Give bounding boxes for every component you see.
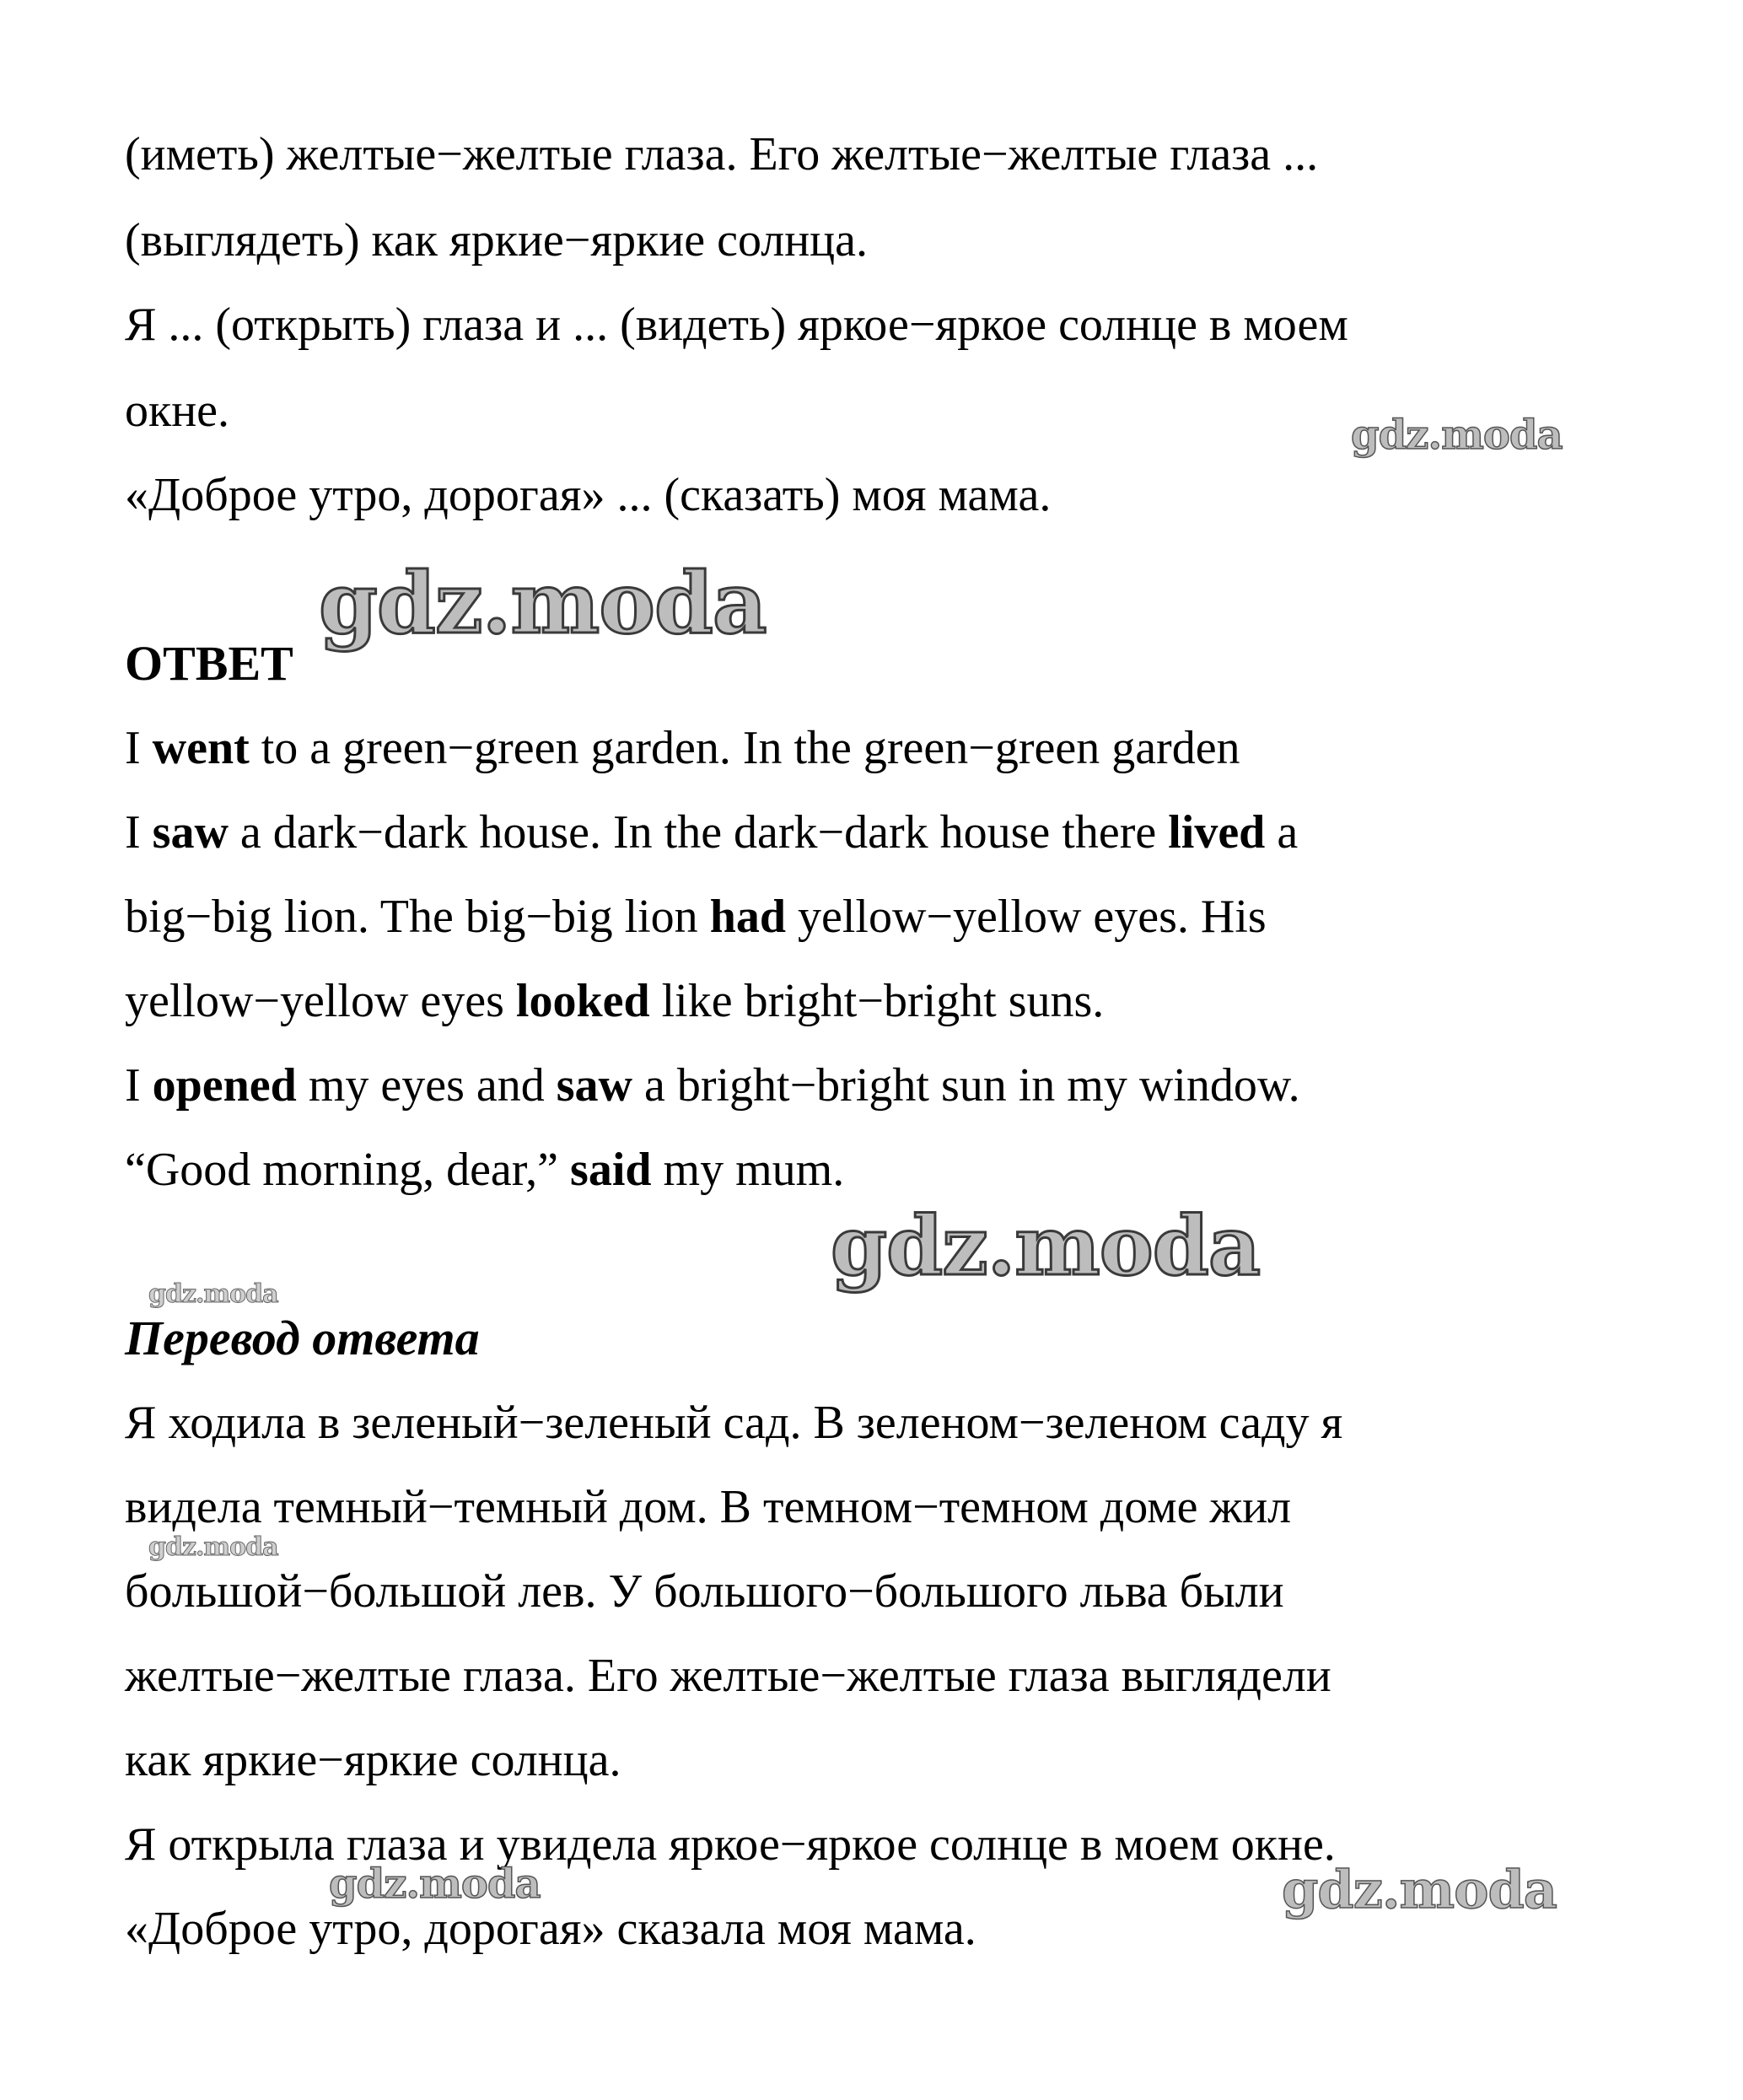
answer-line: yellow−yellow eyes looked like bright−bright suns. <box>125 975 1105 1027</box>
answer-verb: looked <box>515 975 650 1027</box>
answer-verb: saw <box>152 806 229 859</box>
answer-verb: opened <box>152 1059 297 1112</box>
answer-line: I saw a dark−dark house. In the dark−dark house there lived a <box>125 806 1299 859</box>
task-line: (иметь) желтые−желтые глаза. Его желтые−желтые глаза ... <box>125 128 1319 180</box>
task-line: (выглядеть) как яркие−яркие солнца. <box>125 214 868 267</box>
answer-verb: had <box>709 891 786 943</box>
translation-line: видела темный−темный дом. В темном−темном доме жил <box>125 1481 1292 1533</box>
translation-line: желтые−желтые глаза. Его желтые−желтые глаза выглядели <box>125 1650 1331 1702</box>
watermark-logo: gdz.moda <box>148 1532 278 1562</box>
task-line: «Доброе утро, дорогая» ... (сказать) моя мама. <box>125 469 1052 521</box>
answer-verb: lived <box>1168 806 1266 859</box>
translation-line: как яркие−яркие солнца. <box>125 1734 621 1786</box>
answer-heading: ОТВЕТ <box>125 636 293 691</box>
answer-line: I opened my eyes and saw a bright−bright sun in my window. <box>125 1059 1300 1112</box>
translation-line: Я открыла глаза и увидела яркое−яркое солнце в моем окне. <box>125 1818 1336 1871</box>
watermark-logo: gdz.moda <box>148 1279 278 1309</box>
answer-verb: saw <box>556 1059 632 1112</box>
answer-line: “Good morning, dear,” said my mum. <box>125 1144 845 1196</box>
translation-heading: Перевод ответа <box>125 1311 480 1365</box>
answer-line: I went to a green−green garden. In the green−green garden <box>125 722 1240 774</box>
translation-line: «Доброе утро, дорогая» сказала моя мама. <box>125 1903 976 1955</box>
watermark-logo: gdz.moda <box>319 553 767 653</box>
watermark-logo: gdz.moda <box>329 1860 541 1908</box>
translation-line: Я ходила в зеленый−зеленый сад. В зеленом−зеленом саду я <box>125 1397 1343 1449</box>
watermark-logo: gdz.moda <box>1351 412 1563 459</box>
answer-verb: said <box>570 1144 652 1196</box>
task-line: Я ... (открыть) глаза и ... (видеть) яркое−яркое солнце в моем <box>125 299 1348 351</box>
answer-verb: went <box>152 722 250 774</box>
watermark-logo: gdz.moda <box>831 1198 1261 1294</box>
task-line: окне. <box>125 385 230 437</box>
watermark-logo: gdz.moda <box>1282 1859 1557 1920</box>
translation-line: большой−большой лев. У большого−большого льва были <box>125 1565 1284 1618</box>
answer-line: big−big lion. The big−big lion had yellow−yellow eyes. His <box>125 891 1267 943</box>
